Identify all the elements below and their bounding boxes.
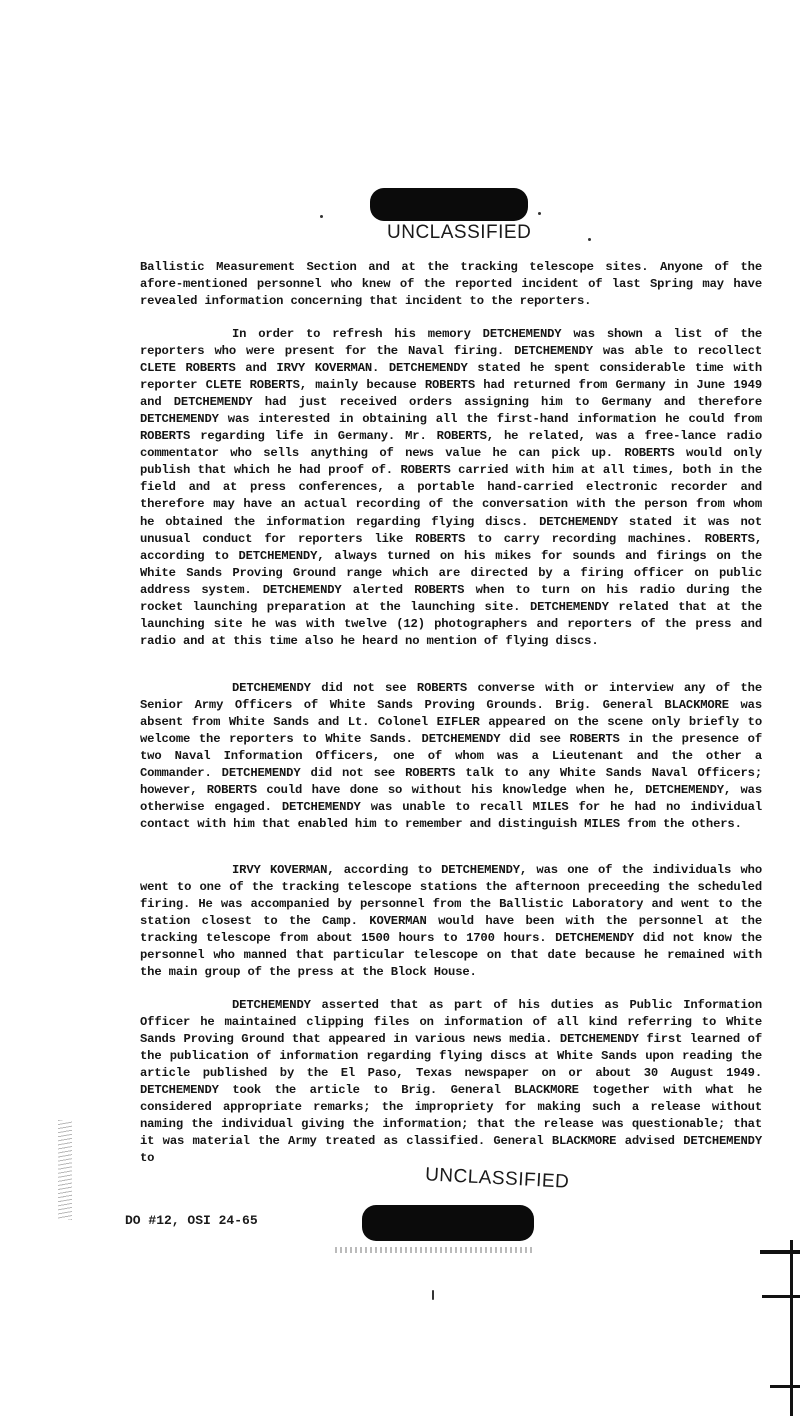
edge-mark [790, 1240, 793, 1416]
scan-speck [432, 1290, 434, 1300]
paragraph-3: DETCHEMENDY did not see ROBERTS converse with or interview any of the Senior Army Officers of White Sands Proving Grounds. Brig. General BLACKMORE was absent from White Sands and Lt. Colonel EIFLER appeared on the scene only briefly to welcome the reporters to White Sands. DETCHEMENDY did see ROBERTS in the presence of two Naval Information Officers, one of whom was a Lieutenant and the other a Commander. DETCHEMENDY did not see ROBERTS talk to any White Sands Naval Officers; however, ROBERTS could have done so without his knowledge when he, DETCHEMENDY, was otherwise engaged. DETCHEMENDY was unable to recall MILES for he had no individual contact with him that enabled him to remember and distinguish MILES from the others. [140, 681, 762, 832]
scan-artifact-scuff [58, 1120, 72, 1220]
paragraph-4: IRVY KOVERMAN, according to DETCHEMENDY, was one of the individuals who went to one of the tracking telescope stations the afternoon preceeding the scheduled firing. He was accompanied by personnel from the Ballistic Laboratory and went to the station closest to the Camp. KOVERMAN would have been with the personnel at the tracking telescope from about 1500 hours to 1700 hours. DETCHEMENDY did not know the personnel who manned that particular telescope on that date because he remained with the main group of the press at the Block House. [140, 863, 762, 980]
edge-mark [770, 1385, 800, 1388]
bottom-redaction-bar [362, 1205, 534, 1241]
scan-speck [320, 215, 323, 218]
scan-speck [588, 238, 591, 241]
scan-speck [538, 212, 541, 215]
edge-mark [762, 1295, 800, 1298]
file-reference: DO #12, OSI 24-65 [125, 1213, 258, 1228]
paragraph-5: DETCHEMENDY asserted that as part of his duties as Public Information Officer he maintained clipping files on information of all kind referring to White Sands Proving Ground that appeared in various news media. DETCHEMENDY first learned of the publication of information regarding flying discs at White Sands upon reading the article published by the El Paso, Texas newspaper on or about 30 August 1949. DETCHEMENDY took the article to Brig. General BLACKMORE together with what he considered appropriate remarks; the impropriety for making such a release without naming the individual giving the information; that the release was questionable; that it was material the Army treated as classified. General BLACKMORE advised DETCHEMENDY to [140, 998, 762, 1166]
bottom-classification-stamp: UNCLASSIFIED [424, 1164, 570, 1193]
edge-mark [760, 1250, 800, 1254]
scan-artifact-dots [335, 1247, 535, 1253]
paragraph-1: Ballistic Measurement Section and at the tracking telescope sites. Anyone of the afore-mentioned personnel who knew of the reported incident of last Spring may have revealed information concerning that incident to the reporters. [140, 260, 762, 309]
top-redaction-bar [370, 188, 528, 221]
paragraph-2: In order to refresh his memory DETCHEMENDY was shown a list of the reporters who were present for the Naval firing. DETCHEMENDY was able to recollect CLETE ROBERTS and IRVY KOVERMAN. DETCHEMENDY stated he spent considerable time with reporter CLETE ROBERTS, mainly because ROBERTS had returned from Germany in June 1949 and DETCHEMENDY had just received orders assigning him to Germany and therefore DETCHEMENDY was interested in obtaining all the first-hand information he could from ROBERTS regarding life in Germany. Mr. ROBERTS, he related, was a free-lance radio commentator who sells anything of news value he can pick up. ROBERTS would only publish that which he had proof of. ROBERTS carried with him at all times, both in the field and at press conferences, a portable hand-carried electronic recorder and therefore may have an actual recording of the conversation with the person from whom he obtained the information regarding flying discs. DETCHEMENDY stated it was not unusual conduct for reporters like ROBERTS to carry recording machines. ROBERTS, according to DETCHEMENDY, always turned on his mikes for sounds and firings on the White Sands Proving Ground range which are directed by a firing officer on public address system. DETCHEMENDY alerted ROBERTS when to turn on his radio during the rocket launching preparation at the launching site. DETCHEMENDY related that at the launching site he was with twelve (12) photographers and reporters of the press and radio and at this time also he heard no mention of flying discs. [140, 327, 762, 648]
top-classification-stamp: UNCLASSIFIED [387, 222, 532, 243]
